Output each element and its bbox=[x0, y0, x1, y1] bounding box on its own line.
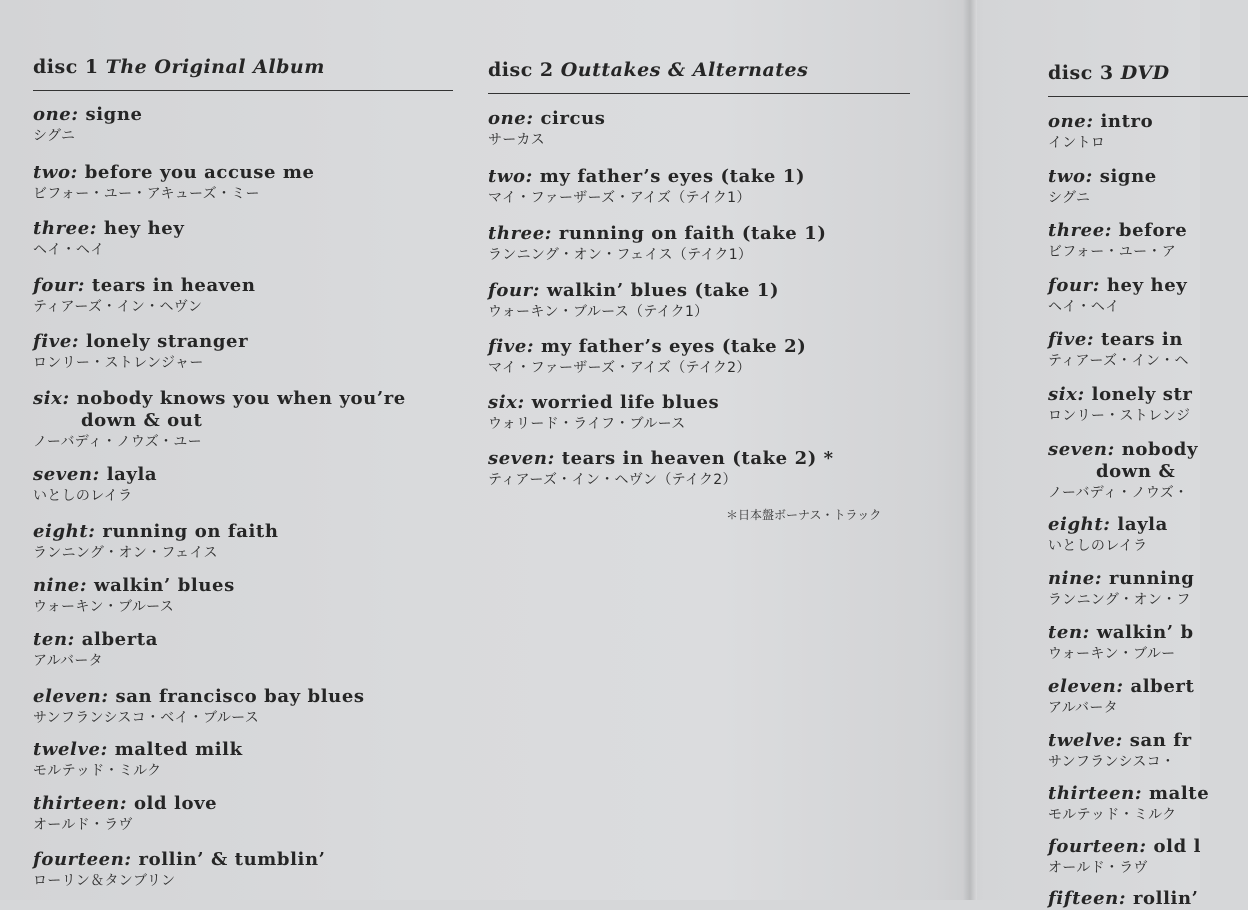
disc-label: disc 1 bbox=[33, 56, 99, 78]
track-title: signe bbox=[1099, 166, 1157, 187]
track-title-jp: ローリン＆タンブリン bbox=[33, 873, 176, 889]
track-title-jp: ウォリード・ライフ・ブルース bbox=[488, 416, 686, 432]
track-item bbox=[33, 162, 315, 204]
track-title-en bbox=[33, 575, 235, 597]
track-number: twelve: bbox=[1048, 730, 1123, 751]
track-number: two: bbox=[1048, 166, 1093, 187]
track-item bbox=[488, 336, 806, 378]
track-title-en bbox=[1048, 439, 1198, 461]
track-number: six: bbox=[488, 392, 525, 413]
track-title: hey hey bbox=[103, 218, 185, 239]
track-title: running on faith bbox=[102, 521, 279, 542]
track-number: eleven: bbox=[1048, 676, 1124, 697]
track-item bbox=[33, 218, 184, 260]
track-title-en bbox=[1048, 836, 1201, 858]
track-number: fourteen: bbox=[33, 849, 132, 870]
track-item bbox=[488, 223, 826, 265]
track-title: old love bbox=[133, 793, 218, 814]
track-title-jp: ビフォー・ユー・ア bbox=[1048, 244, 1176, 260]
disc-title: The Original Album bbox=[105, 56, 325, 78]
track-number: four: bbox=[488, 280, 540, 301]
track-title-jp: ウォーキン・ブルース（テイク1） bbox=[488, 304, 709, 320]
track-title: rollin’ bbox=[1132, 888, 1199, 909]
disc-2-header bbox=[488, 59, 910, 94]
track-number: four: bbox=[1048, 275, 1100, 296]
track-title: signe bbox=[85, 104, 143, 125]
track-title-en bbox=[1048, 622, 1194, 644]
track-item bbox=[33, 275, 256, 317]
track-title-en bbox=[488, 223, 826, 245]
track-title-jp: ランニング・オン・フェイス bbox=[33, 545, 218, 561]
track-title-jp: ノーバディ・ノウズ・ bbox=[1048, 485, 1189, 501]
track-number: one: bbox=[33, 104, 79, 125]
track-title: circus bbox=[540, 108, 606, 129]
track-title-jp: ティアーズ・イン・ヘヴン bbox=[33, 299, 203, 315]
track-title-jp: イントロ bbox=[1048, 135, 1106, 151]
track-title-jp: ランニング・オン・フェイス（テイク1） bbox=[488, 247, 753, 263]
track-title-jp: アルバータ bbox=[33, 653, 103, 669]
track-title-en bbox=[33, 686, 365, 708]
track-title-en bbox=[33, 849, 326, 871]
track-title-jp: ヘイ・ヘイ bbox=[33, 242, 105, 258]
track-title-en bbox=[33, 218, 184, 240]
track-number: two: bbox=[488, 166, 533, 187]
track-title-en bbox=[33, 104, 143, 126]
disc-1-header bbox=[33, 56, 453, 91]
track-title: my father’s eyes (take 1) bbox=[539, 166, 806, 187]
track-title-en bbox=[1048, 166, 1157, 188]
track-title-jp: オールド・ラヴ bbox=[1048, 860, 1148, 876]
track-title: rollin’ & tumblin’ bbox=[138, 849, 326, 870]
track-item bbox=[1048, 275, 1187, 317]
track-title-en bbox=[488, 336, 806, 358]
track-title: nobody bbox=[1121, 439, 1199, 460]
track-item bbox=[1048, 783, 1209, 825]
track-title: walkin’ blues bbox=[93, 575, 235, 596]
track-title: tears in bbox=[1101, 329, 1184, 350]
track-title-jp: ティアーズ・イン・ヘ bbox=[1048, 353, 1189, 369]
track-item bbox=[33, 331, 248, 373]
track-number: one: bbox=[1048, 111, 1094, 132]
track-title-jp: ウォーキン・ブルース bbox=[33, 599, 175, 615]
track-number: twelve: bbox=[33, 739, 108, 760]
track-title-en bbox=[488, 108, 606, 130]
track-number: six: bbox=[1048, 384, 1085, 405]
track-title-jp: アルバータ bbox=[1048, 700, 1118, 716]
track-title: walkin’ blues (take 1) bbox=[546, 280, 780, 301]
track-title-en bbox=[33, 162, 315, 184]
disc-label: disc 3 bbox=[1048, 62, 1114, 84]
track-title-jp: サンフランシスコ・ベイ・ブルース bbox=[33, 710, 260, 726]
track-number: fourteen: bbox=[1048, 836, 1147, 857]
track-title: layla bbox=[106, 464, 158, 485]
track-title-jp: ノーバディ・ノウズ・ユー bbox=[33, 434, 202, 450]
track-title-jp: モルテッド・ミルク bbox=[33, 763, 162, 779]
track-item bbox=[1048, 111, 1153, 153]
track-title-en bbox=[1048, 111, 1153, 133]
track-item bbox=[488, 108, 606, 150]
track-title: lonely stranger bbox=[86, 331, 249, 352]
track-title-jp: いとしのレイラ bbox=[33, 488, 133, 504]
track-item bbox=[488, 166, 805, 208]
track-number: three: bbox=[488, 223, 553, 244]
track-title-en bbox=[488, 392, 719, 414]
track-item bbox=[33, 849, 326, 891]
track-title-en bbox=[488, 448, 834, 470]
track-item bbox=[1048, 439, 1198, 503]
track-title-jp: ティアーズ・イン・ヘヴン（テイク2） bbox=[488, 472, 737, 488]
disc-3-column bbox=[1040, 0, 1210, 909]
track-item bbox=[1048, 514, 1168, 556]
track-title: san francisco bay blues bbox=[115, 686, 365, 707]
track-item bbox=[488, 392, 719, 434]
track-title-en bbox=[33, 629, 158, 651]
track-title: lonely str bbox=[1091, 384, 1193, 405]
track-title: before bbox=[1118, 220, 1188, 241]
track-item bbox=[33, 629, 158, 671]
track-title-jp: ウォーキン・ブルー bbox=[1048, 646, 1176, 662]
track-item bbox=[488, 280, 779, 322]
track-number: eight: bbox=[33, 521, 96, 542]
track-item bbox=[1048, 568, 1194, 610]
track-item bbox=[488, 448, 834, 490]
track-title: before you accuse me bbox=[84, 162, 315, 183]
track-title: running on faith (take 1) bbox=[558, 223, 827, 244]
track-title: layla bbox=[1117, 514, 1168, 535]
disc-label: disc 2 bbox=[488, 59, 554, 81]
track-title-en bbox=[1048, 275, 1187, 297]
track-title-jp: マイ・ファーザーズ・アイズ（テイク1） bbox=[488, 190, 751, 206]
track-title-jp: サーカス bbox=[488, 132, 545, 148]
track-number: five: bbox=[33, 331, 80, 352]
track-title: intro bbox=[1100, 111, 1154, 132]
track-title-en bbox=[1048, 568, 1194, 590]
track-title-jp: いとしのレイラ bbox=[1048, 538, 1148, 554]
track-title: san fr bbox=[1129, 730, 1192, 751]
track-title: old l bbox=[1153, 836, 1202, 857]
track-title-en bbox=[1048, 676, 1194, 698]
track-title: running bbox=[1108, 568, 1195, 589]
track-title-jp: ロンリー・ストレンジ bbox=[1048, 408, 1191, 424]
track-title-jp: マイ・ファーザーズ・アイズ（テイク2） bbox=[488, 360, 751, 376]
track-number: five: bbox=[488, 336, 535, 357]
track-item bbox=[1048, 220, 1187, 262]
track-number: seven: bbox=[1048, 439, 1115, 460]
track-item bbox=[33, 521, 279, 563]
track-title-jp: シグニ bbox=[1048, 190, 1091, 206]
track-item bbox=[33, 739, 243, 781]
track-item bbox=[33, 575, 235, 617]
track-title: hey hey bbox=[1106, 275, 1188, 296]
track-title-en bbox=[33, 739, 243, 761]
track-item bbox=[1048, 622, 1194, 664]
track-title-jp: シグニ bbox=[33, 128, 76, 144]
track-title-en bbox=[488, 166, 805, 188]
track-title: my father’s eyes (take 2) bbox=[541, 336, 807, 357]
track-title-continued: down & bbox=[1096, 461, 1176, 482]
track-number: five: bbox=[1048, 329, 1095, 350]
track-item bbox=[1048, 888, 1199, 910]
track-title-en bbox=[33, 331, 248, 353]
track-title-en bbox=[33, 521, 279, 543]
track-title-en bbox=[33, 464, 157, 486]
page-fold bbox=[963, 0, 977, 900]
track-title: alberta bbox=[81, 629, 158, 650]
track-title-en bbox=[1048, 220, 1187, 242]
track-number: thirteen: bbox=[1048, 783, 1143, 804]
track-title-jp: ビフォー・ユー・アキューズ・ミー bbox=[33, 186, 260, 202]
track-item bbox=[1048, 384, 1193, 426]
track-number: ten: bbox=[33, 629, 75, 650]
track-title: malted milk bbox=[114, 739, 243, 760]
track-number: one: bbox=[488, 108, 534, 129]
track-title: malte bbox=[1148, 783, 1210, 804]
track-title-en bbox=[33, 275, 256, 297]
track-number: three: bbox=[33, 218, 98, 239]
track-number: seven: bbox=[488, 448, 555, 469]
track-title-jp: ヘイ・ヘイ bbox=[1048, 299, 1120, 315]
track-title-en bbox=[1048, 514, 1168, 536]
disc-3-header bbox=[1048, 62, 1248, 97]
track-title-en bbox=[1048, 888, 1199, 910]
track-item bbox=[33, 464, 157, 506]
track-item bbox=[1048, 676, 1194, 718]
track-title-en bbox=[33, 793, 217, 815]
track-title: tears in heaven (take 2) * bbox=[561, 448, 834, 469]
track-number: four: bbox=[33, 275, 85, 296]
track-number: seven: bbox=[33, 464, 100, 485]
track-item bbox=[1048, 329, 1189, 371]
track-number: three: bbox=[1048, 220, 1113, 241]
track-item bbox=[1048, 836, 1201, 878]
track-number: two: bbox=[33, 162, 78, 183]
track-title: tears in heaven bbox=[91, 275, 256, 296]
track-title-jp: ロンリー・ストレンジャー bbox=[33, 355, 204, 371]
track-item bbox=[33, 686, 365, 728]
track-number: eight: bbox=[1048, 514, 1111, 535]
disc-title: Outtakes & Alternates bbox=[560, 59, 809, 81]
track-number: six: bbox=[33, 388, 70, 409]
track-number: ten: bbox=[1048, 622, 1090, 643]
track-number: nine: bbox=[33, 575, 88, 596]
track-title-en bbox=[33, 388, 406, 410]
track-item bbox=[1048, 166, 1157, 208]
track-title: walkin’ b bbox=[1096, 622, 1194, 643]
track-title: albert bbox=[1130, 676, 1195, 697]
track-title-jp: モルテッド・ミルク bbox=[1048, 807, 1177, 823]
track-title-continued: down & out bbox=[81, 410, 203, 431]
track-number: nine: bbox=[1048, 568, 1103, 589]
disc-title: DVD bbox=[1120, 62, 1170, 84]
track-title-jp: サンフランシスコ・ bbox=[1048, 754, 1176, 770]
track-item bbox=[33, 104, 143, 146]
track-title-en bbox=[1048, 329, 1189, 351]
track-number: fifteen: bbox=[1048, 888, 1127, 909]
track-title-en bbox=[1048, 384, 1193, 406]
track-item bbox=[33, 388, 406, 452]
track-title-jp: ランニング・オン・フ bbox=[1048, 592, 1191, 608]
track-number: eleven: bbox=[33, 686, 109, 707]
track-title-en bbox=[488, 280, 779, 302]
track-title: worried life blues bbox=[531, 392, 720, 413]
track-title-jp: オールド・ラヴ bbox=[33, 817, 133, 833]
track-title-en bbox=[1048, 730, 1192, 752]
track-item bbox=[1048, 730, 1192, 772]
track-item bbox=[33, 793, 217, 835]
track-title: nobody knows you when you’re bbox=[76, 388, 406, 409]
track-title-en bbox=[1048, 783, 1209, 805]
bonus-track-note: ＊日本盤ボーナス・トラック bbox=[726, 508, 882, 522]
track-number: thirteen: bbox=[33, 793, 128, 814]
